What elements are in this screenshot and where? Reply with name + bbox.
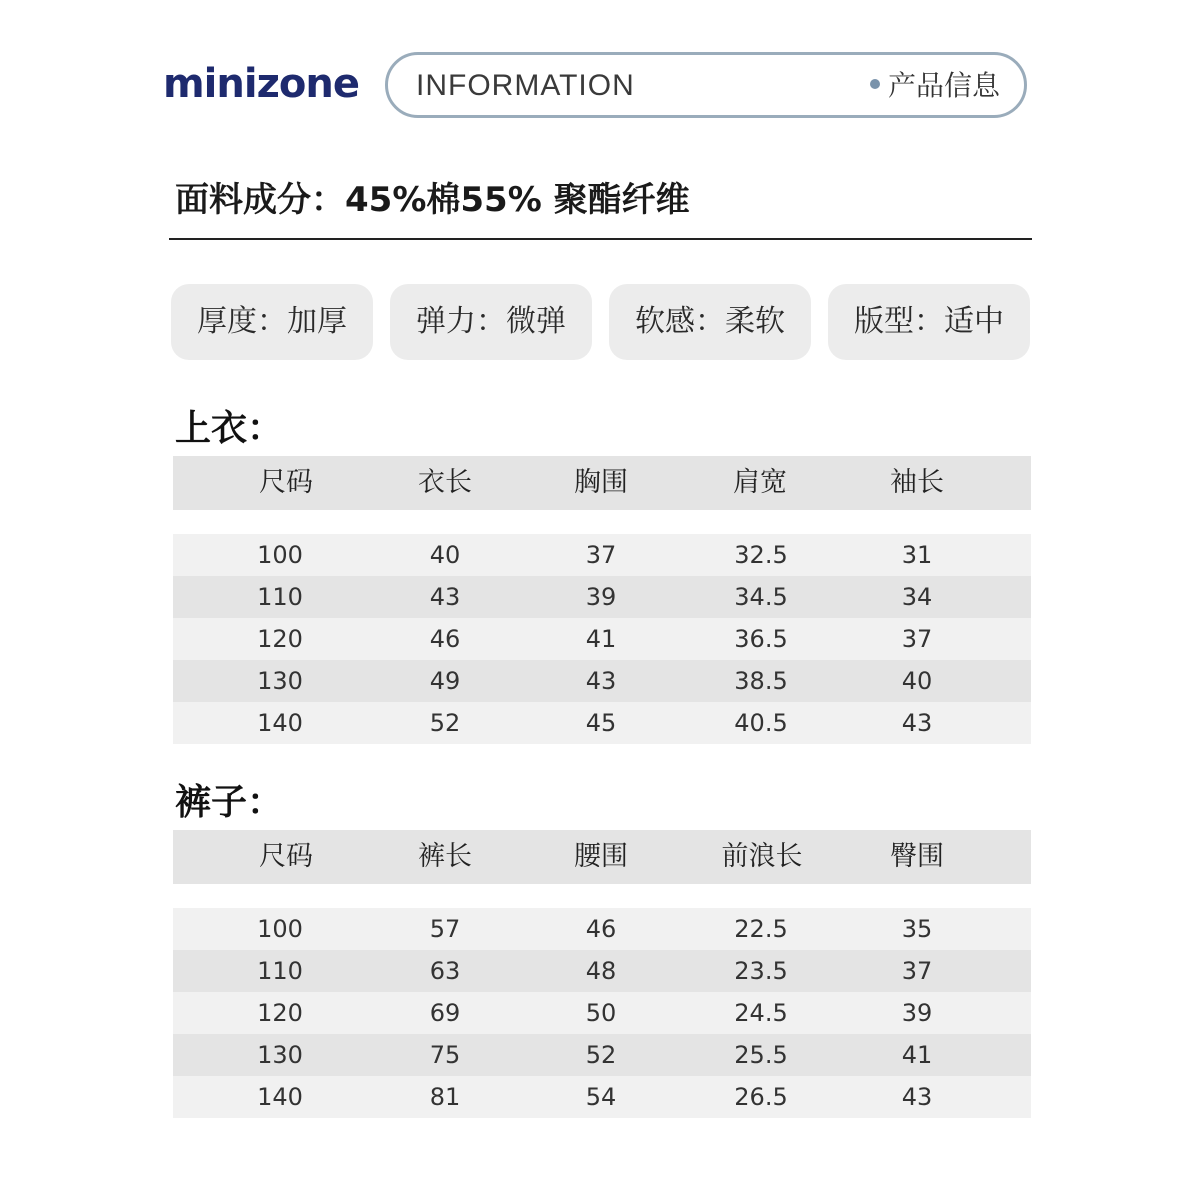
fabric-composition: 面料成分：45%棉55% 聚酯纤维 [175,180,690,220]
top-section-title: 上衣： [175,408,284,449]
table-cell: 34.5 [734,583,788,611]
table-row [173,1034,1031,1076]
table-row [173,950,1031,992]
table-cell: 120 [257,625,303,653]
table-cell: 100 [257,541,303,569]
header-cell: 尺码 [259,841,313,872]
table-row [173,618,1031,660]
table-cell: 40 [429,541,461,569]
bullet-dot-icon [870,79,880,89]
top-table-header [173,456,1031,510]
table-cell: 130 [257,667,303,695]
pants-section-title: 裤子： [175,782,284,823]
table-row [173,702,1031,744]
attribute-thickness: 厚度：加厚 [171,284,373,360]
table-cell: 75 [429,1041,461,1069]
table-cell: 37 [585,541,617,569]
information-subtitle [870,55,1000,117]
table-cell: 52 [429,709,461,737]
table-cell: 22.5 [734,915,788,943]
pants-table-header [173,830,1031,884]
table-cell: 48 [585,957,617,985]
table-cell: 34 [901,583,933,611]
table-cell: 26.5 [734,1083,788,1111]
header-cell: 衣长 [418,467,472,498]
header-cell: 胸围 [574,467,628,498]
table-cell: 40.5 [734,709,788,737]
table-cell: 46 [429,625,461,653]
divider [169,238,1032,240]
table-cell: 39 [901,999,933,1027]
table-cell: 40 [901,667,933,695]
attribute-elasticity: 弹力：微弹 [390,284,592,360]
header-cell: 臀围 [890,841,944,872]
table-cell: 23.5 [734,957,788,985]
table-cell: 120 [257,999,303,1027]
table-row [173,534,1031,576]
table-cell: 24.5 [734,999,788,1027]
table-row [173,660,1031,702]
table-cell: 110 [257,583,303,611]
table-cell: 130 [257,1041,303,1069]
table-cell: 81 [429,1083,461,1111]
table-cell: 140 [257,1083,303,1111]
table-cell: 37 [901,625,933,653]
attribute-fit: 版型：适中 [828,284,1030,360]
table-cell: 37 [901,957,933,985]
table-cell: 54 [585,1083,617,1111]
information-subtitle-text: 产品信息 [887,69,1000,102]
attribute-softness: 软感：柔软 [609,284,811,360]
table-cell: 43 [901,1083,933,1111]
table-cell: 46 [585,915,617,943]
header-cell: 尺码 [259,467,313,498]
table-row [173,908,1031,950]
header-cell: 袖长 [890,467,944,498]
table-cell: 52 [585,1041,617,1069]
table-cell: 140 [257,709,303,737]
table-cell: 32.5 [734,541,788,569]
table-cell: 41 [585,625,617,653]
information-title: INFORMATION [416,69,635,102]
table-cell: 39 [585,583,617,611]
table-cell: 110 [257,957,303,985]
table-cell: 43 [901,709,933,737]
table-cell: 36.5 [734,625,788,653]
table-cell: 50 [585,999,617,1027]
table-cell: 100 [257,915,303,943]
table-row [173,992,1031,1034]
header-cell: 肩宽 [733,467,787,498]
table-cell: 57 [429,915,461,943]
header-cell: 腰围 [574,841,628,872]
information-banner [385,52,1027,118]
table-cell: 49 [429,667,461,695]
table-row [173,576,1031,618]
table-cell: 69 [429,999,461,1027]
table-cell: 31 [901,541,933,569]
header-cell: 前浪长 [721,841,803,872]
table-cell: 43 [585,667,617,695]
table-row [173,1076,1031,1118]
header-cell: 裤长 [418,841,472,872]
table-cell: 25.5 [734,1041,788,1069]
table-cell: 63 [429,957,461,985]
table-cell: 35 [901,915,933,943]
table-cell: 43 [429,583,461,611]
table-cell: 38.5 [734,667,788,695]
brand-logo: minizone [163,61,359,107]
table-cell: 41 [901,1041,933,1069]
table-cell: 45 [585,709,617,737]
